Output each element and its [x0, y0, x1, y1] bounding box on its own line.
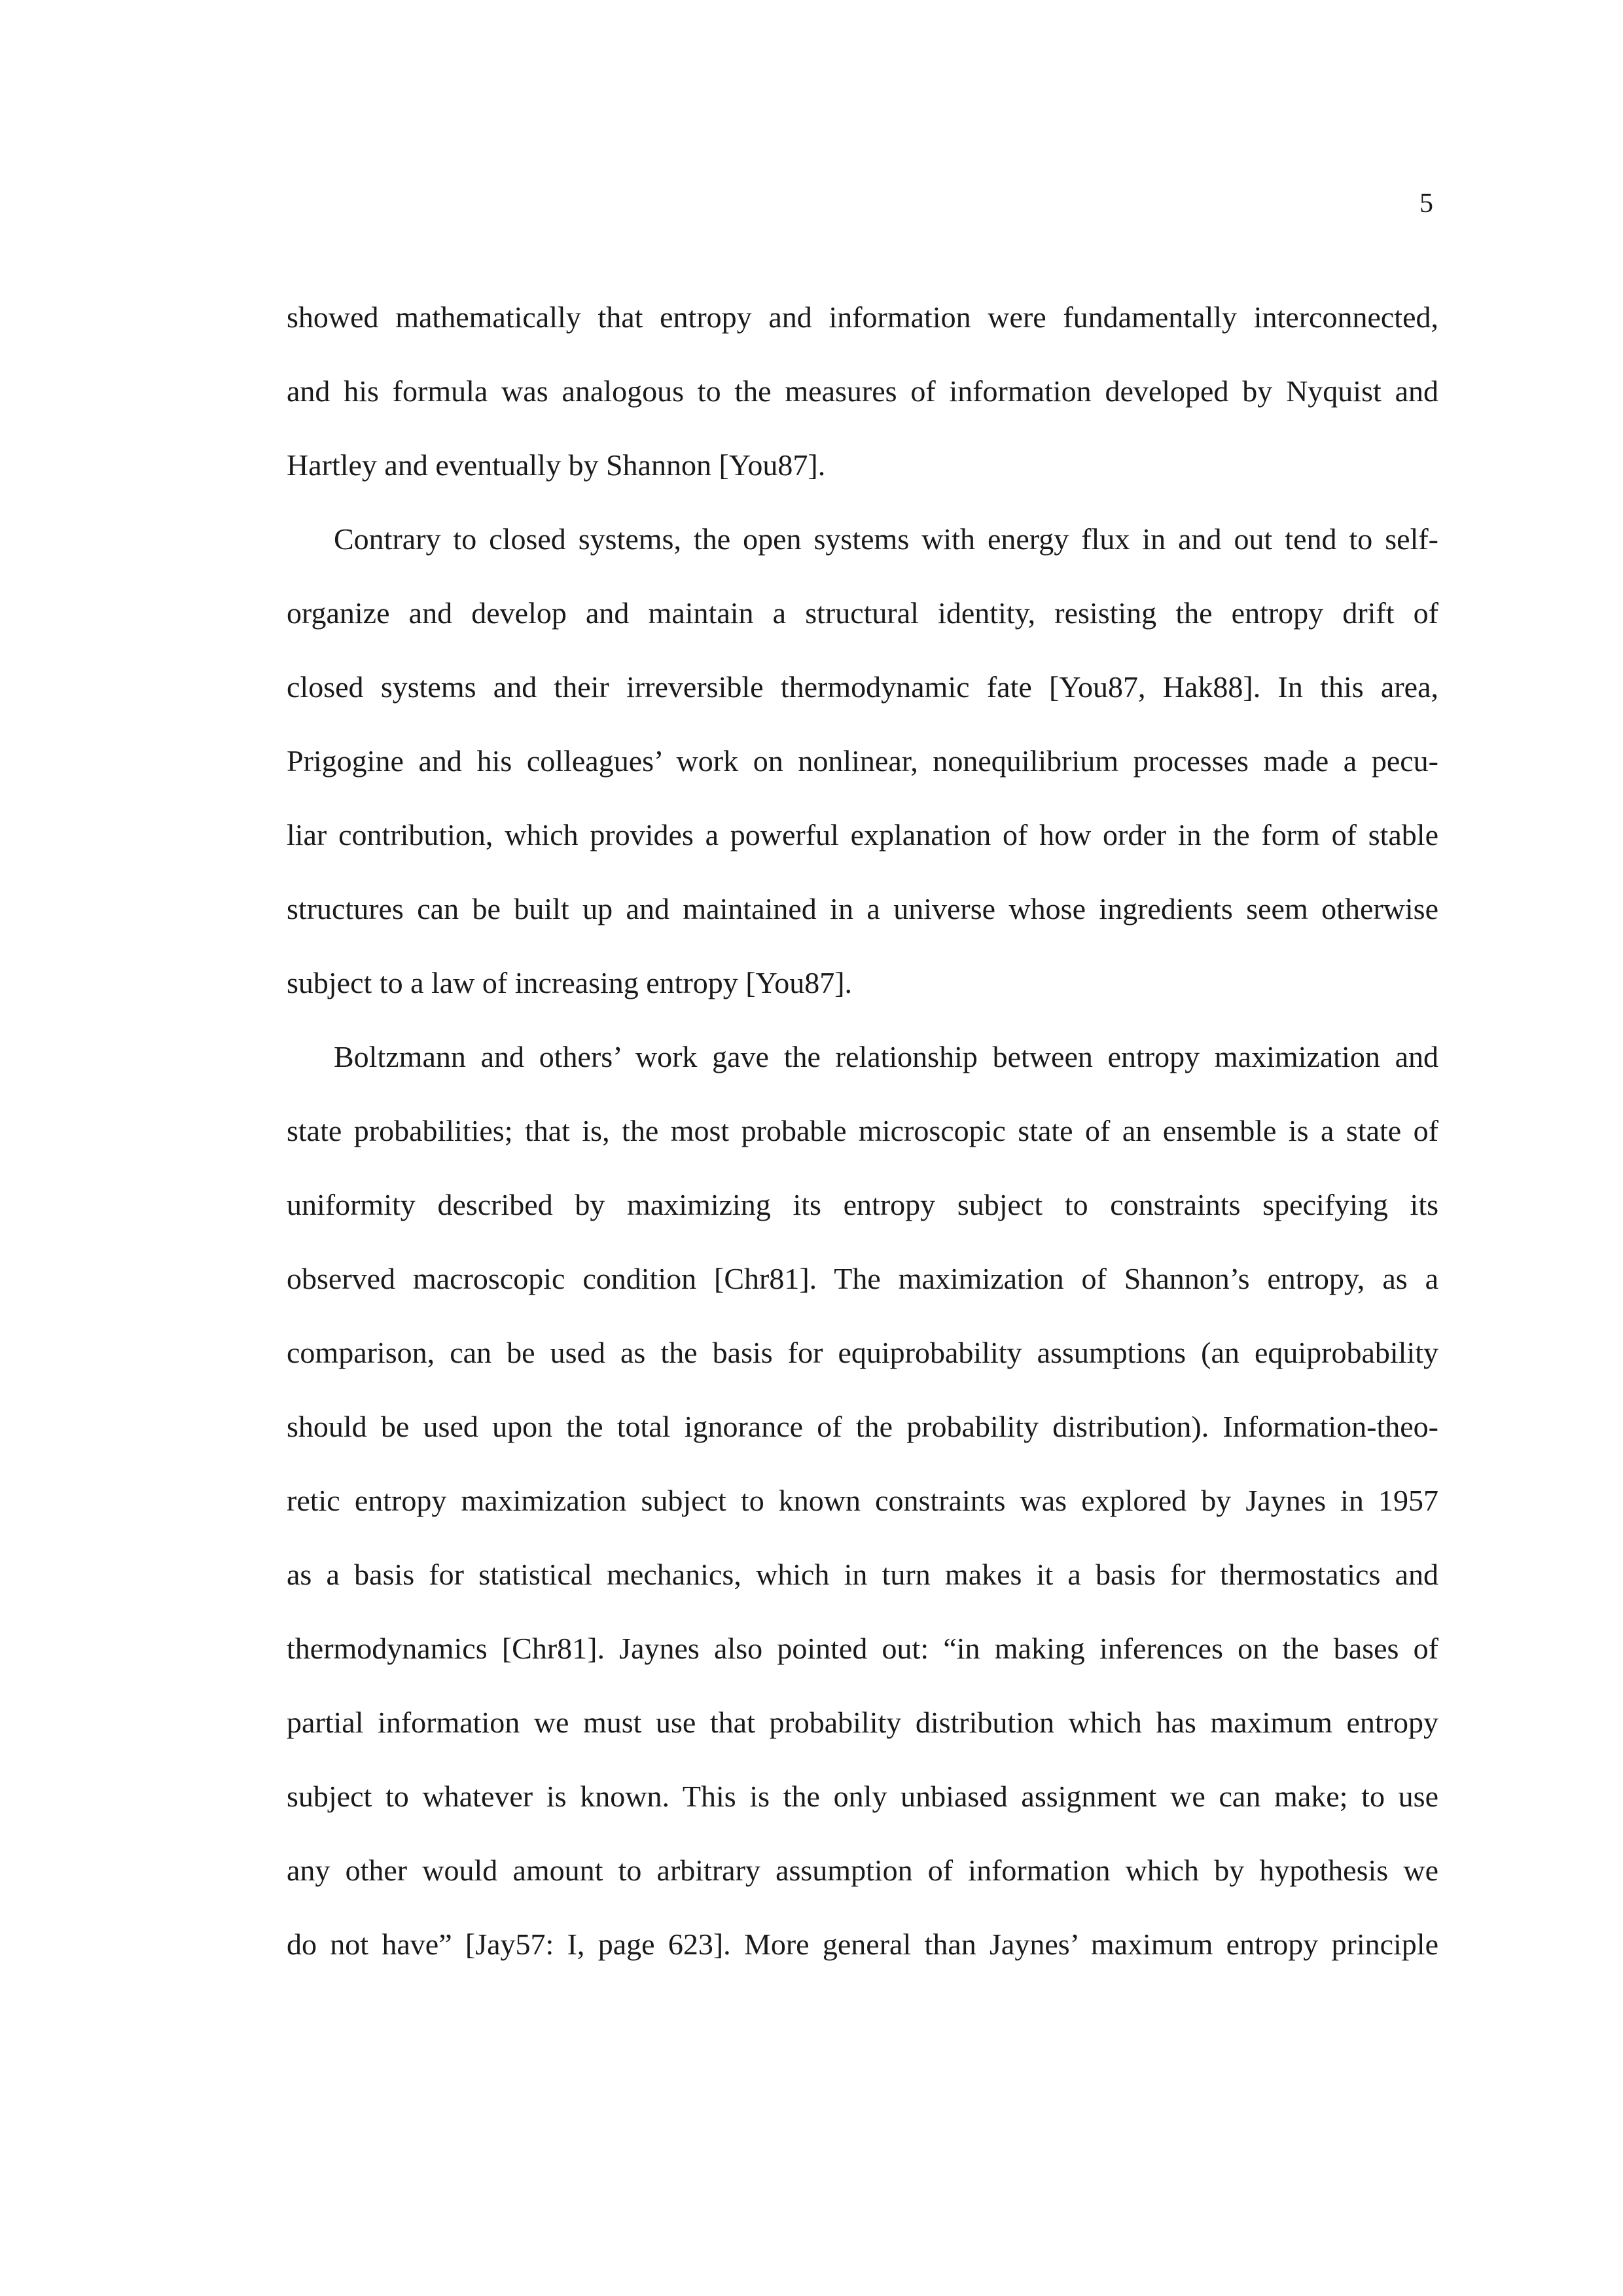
text-line: as a basis for statistical mechanics, which in turn makes it a basis for thermostatics and	[287, 1558, 1438, 1591]
text-line: retic entropy maximization subject to known constraints was explored by Jaynes in 1957	[287, 1484, 1438, 1517]
text-line: subject to a law of increasing entropy [You87].	[287, 966, 853, 999]
text-line: showed mathematically that entropy and information were fundamentally interconnected,	[287, 300, 1438, 334]
text-line: do not have” [Jay57: I, page 623]. More general than Jaynes’ maximum entropy principle	[287, 1928, 1438, 1961]
text-line: liar contribution, which provides a powerful explanation of how order in the form of stable	[287, 818, 1438, 852]
text-line: partial information we must use that probability distribution which has maximum entropy	[287, 1706, 1438, 1739]
body-text	[287, 280, 1438, 1981]
page-number: 5	[1419, 188, 1433, 219]
text-line: Hartley and eventually by Shannon [You87].	[287, 448, 826, 482]
text-line: subject to whatever is known. This is the only unbiased assignment we can make; to use	[287, 1780, 1438, 1813]
text-line: observed macroscopic condition [Chr81]. The maximization of Shannon’s entropy, as a	[287, 1262, 1438, 1295]
text-line: any other would amount to arbitrary assumption of information which by hypothesis we	[287, 1854, 1438, 1887]
text-line: state probabilities; that is, the most probable microscopic state of an ensemble is a state of	[287, 1114, 1438, 1147]
text-line: uniformity described by maximizing its entropy subject to constraints specifying its	[287, 1188, 1438, 1221]
text-line: thermodynamics [Chr81]. Jaynes also pointed out: “in making inferences on the bases of	[287, 1632, 1438, 1665]
text-line: Boltzmann and others’ work gave the relationship between entropy maximization and	[334, 1040, 1438, 1073]
paragraph-1	[287, 280, 1438, 502]
paragraph-2	[287, 502, 1438, 1020]
text-line: comparison, can be used as the basis for equiprobability assumptions (an equiprobability	[287, 1336, 1438, 1369]
text-line: and his formula was analogous to the measures of information developed by Nyquist and	[287, 374, 1438, 408]
paragraph-3	[287, 1020, 1438, 1981]
text-line: structures can be built up and maintained in a universe whose ingredients seem otherwise	[287, 892, 1438, 925]
text-line: Prigogine and his colleagues’ work on nonlinear, nonequilibrium processes made a pecu-	[287, 744, 1438, 778]
text-line: Contrary to closed systems, the open systems with energy flux in and out tend to self-	[334, 522, 1438, 556]
text-line: organize and develop and maintain a structural identity, resisting the entropy drift of	[287, 596, 1438, 630]
text-line: should be used upon the total ignorance of the probability distribution). Information-theo-	[287, 1410, 1438, 1443]
text-line: closed systems and their irreversible thermodynamic fate [You87, Hak88]. In this area,	[287, 670, 1438, 704]
